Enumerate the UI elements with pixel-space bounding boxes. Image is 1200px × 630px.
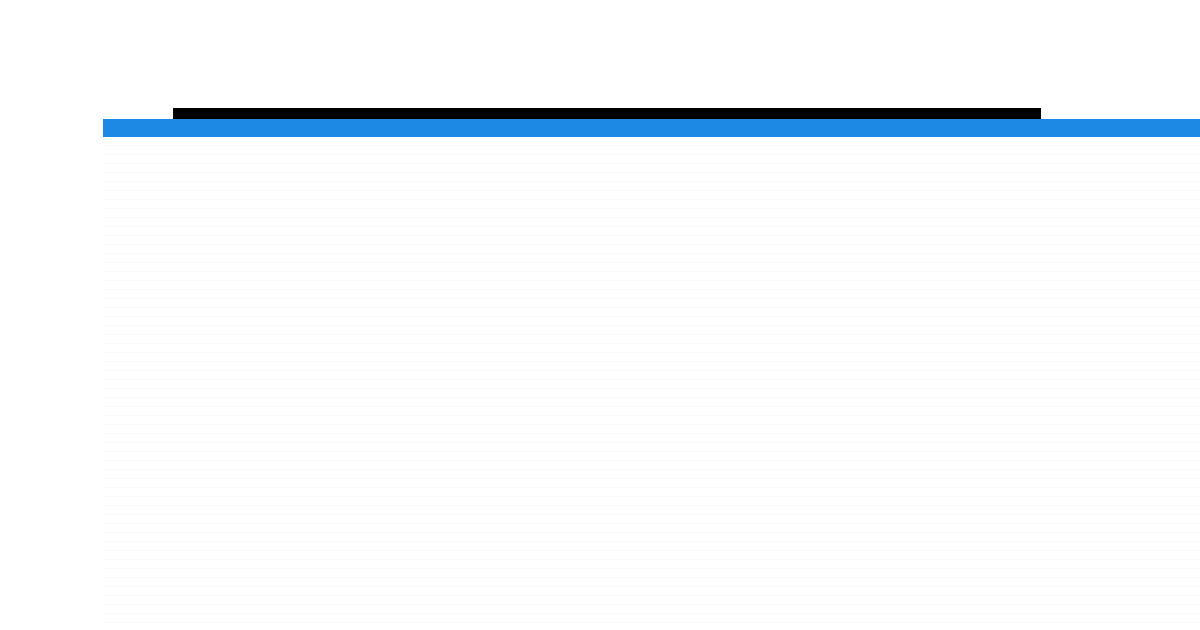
info-banner bbox=[173, 108, 1041, 119]
grid-lines bbox=[103, 137, 1200, 630]
spreadsheet bbox=[103, 108, 1200, 630]
header-row bbox=[103, 119, 1200, 137]
